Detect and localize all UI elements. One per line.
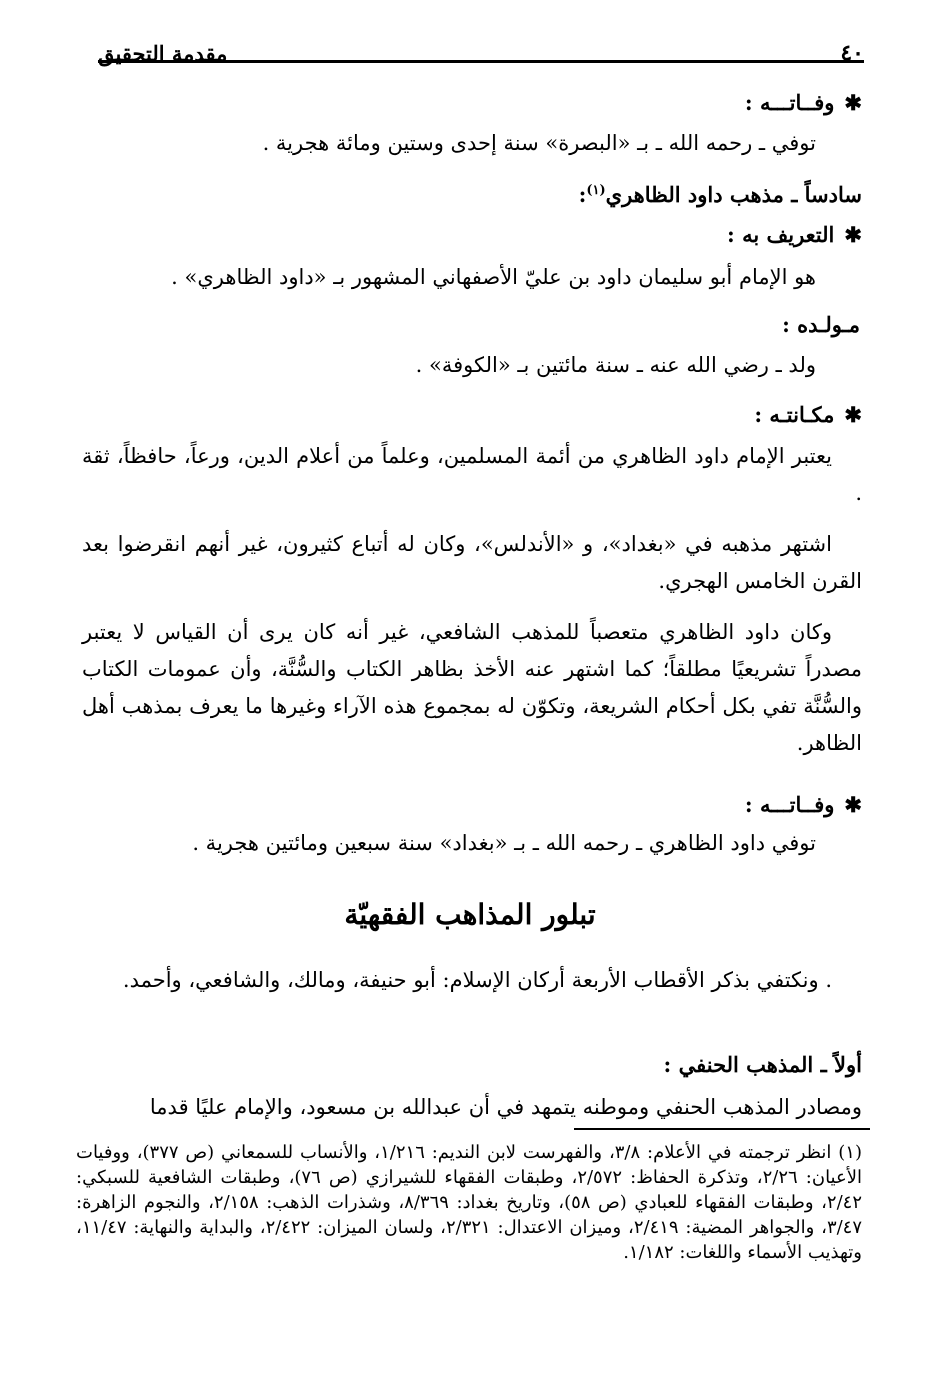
status-paragraph-3: وكان داود الظاهري متعصباً للمذهب الشافعي، غير أنه كان يرى أن القياس لا يعتبر مصدراً تشريعيًا مطلقاً؛ كما اشتهر عنه الأخذ بظاهر الكتاب والسُّنَّة، وأن عمومات الكتاب والسُّنَّة تفي بكل أحكام الشريعة، وتكوّن له بمجموع هذه الآراء وغيرها ما يعرف بمذهب أهل الظاهر. <box>82 620 862 755</box>
dawud-heading: سادساً ـ مذهب داود الظاهري$^{(١)}$: <box>578 182 862 207</box>
asterisk-icon: ✱ <box>844 90 862 115</box>
footnote-ref: (١) <box>586 183 606 198</box>
footnote: (١) انظر ترجمته في الأعلام: ٣/٨، والفهرست لابن النديم: ١/٢١٦، والأنساب للسمعاني (ص ٣٧٧)، ووفيات الأعيان: ٢/٢٦، وتذكرة الحفاظ: ٢/٥٧٢، وطبقات الفقهاء للشيرازي (ص ٧٦)، وطبقات الشافعية للسبكي: ٢/٤٢، وطبقات الفقهاء للعبادي (ص ٥٨)، وتاريخ بغداد: ٨/٣٦٩، وشذرات الذهب: ٢/١٥٨، والنجوم الزاهرة: ٣/٤٧، والجواهر المضية: ٢/٤١٩، وميزان الاعتدال: ٢/٣٢١، ولسان الميزان: ٢/٤٢٢، والبداية والنهاية: ١١/٤٧، وتهذيب الأسماء واللغات: ١/١٨٢. <box>76 1142 863 1263</box>
intro-text: هو الإمام أبو سليمان داود بن عليّ الأصفهاني المشهور بـ «داود الظاهري» . <box>171 265 816 289</box>
running-header <box>98 38 864 68</box>
asterisk-icon: ✱ <box>844 222 862 247</box>
death-heading-1: ✱وفــاتـــه : <box>745 88 862 118</box>
birth-heading: مـولـده : <box>782 312 860 337</box>
status-paragraph-1: يعتبر الإمام داود الظاهري من أئمة المسلمين، وعلماً من أعلام الدين، ورعاً، حافظاً، ثقة . <box>82 444 862 505</box>
intro-heading: ✱التعريف به : <box>727 220 862 250</box>
status-heading: ✱مكـانتـه : <box>754 400 862 430</box>
hanafi-text: ومصادر المذهب الحنفي وموطنه يتمهد في أن عبدالله بن مسعود، والإمام عليًا قدما <box>149 1095 862 1119</box>
header-title: مقدمة التحقيق <box>98 40 228 66</box>
hanafi-heading: أولاً ـ المذهب الحنفي : <box>663 1052 862 1077</box>
section-title: تبلور المذاهب الفقهيّة <box>344 898 596 931</box>
status-paragraph-2: اشتهر مذهبه في «بغداد»، و «الأندلس»، وكان له أتباع كثيرون، غير أنهم انقرضوا بعد القرن الخامس الهجري. <box>82 532 862 593</box>
birth-text: ولد ـ رضي الله عنه ـ سنة مائتين بـ «الكوفة» . <box>415 353 816 377</box>
death-heading-2: ✱وفــاتـــه : <box>745 790 862 820</box>
death-text-1: توفي ـ رحمه الله ـ بـ «البصرة» سنة إحدى وستين ومائة هجرية . <box>262 131 816 155</box>
footnote-rule <box>574 1128 870 1130</box>
death-text-2: توفي داود الظاهري ـ رحمه الله ـ بـ «بغداد» سنة سبعين ومائتين هجرية . <box>192 831 816 855</box>
asterisk-icon: ✱ <box>844 402 862 427</box>
page-number: ٤٠ <box>840 40 864 66</box>
header-rule <box>98 60 864 63</box>
asterisk-icon: ✱ <box>844 792 862 817</box>
crystallization-paragraph: . ونكتفي بذكر الأقطاب الأربعة أركان الإسلام: أبو حنيفة، ومالك، والشافعي، وأحمد. <box>122 968 832 992</box>
